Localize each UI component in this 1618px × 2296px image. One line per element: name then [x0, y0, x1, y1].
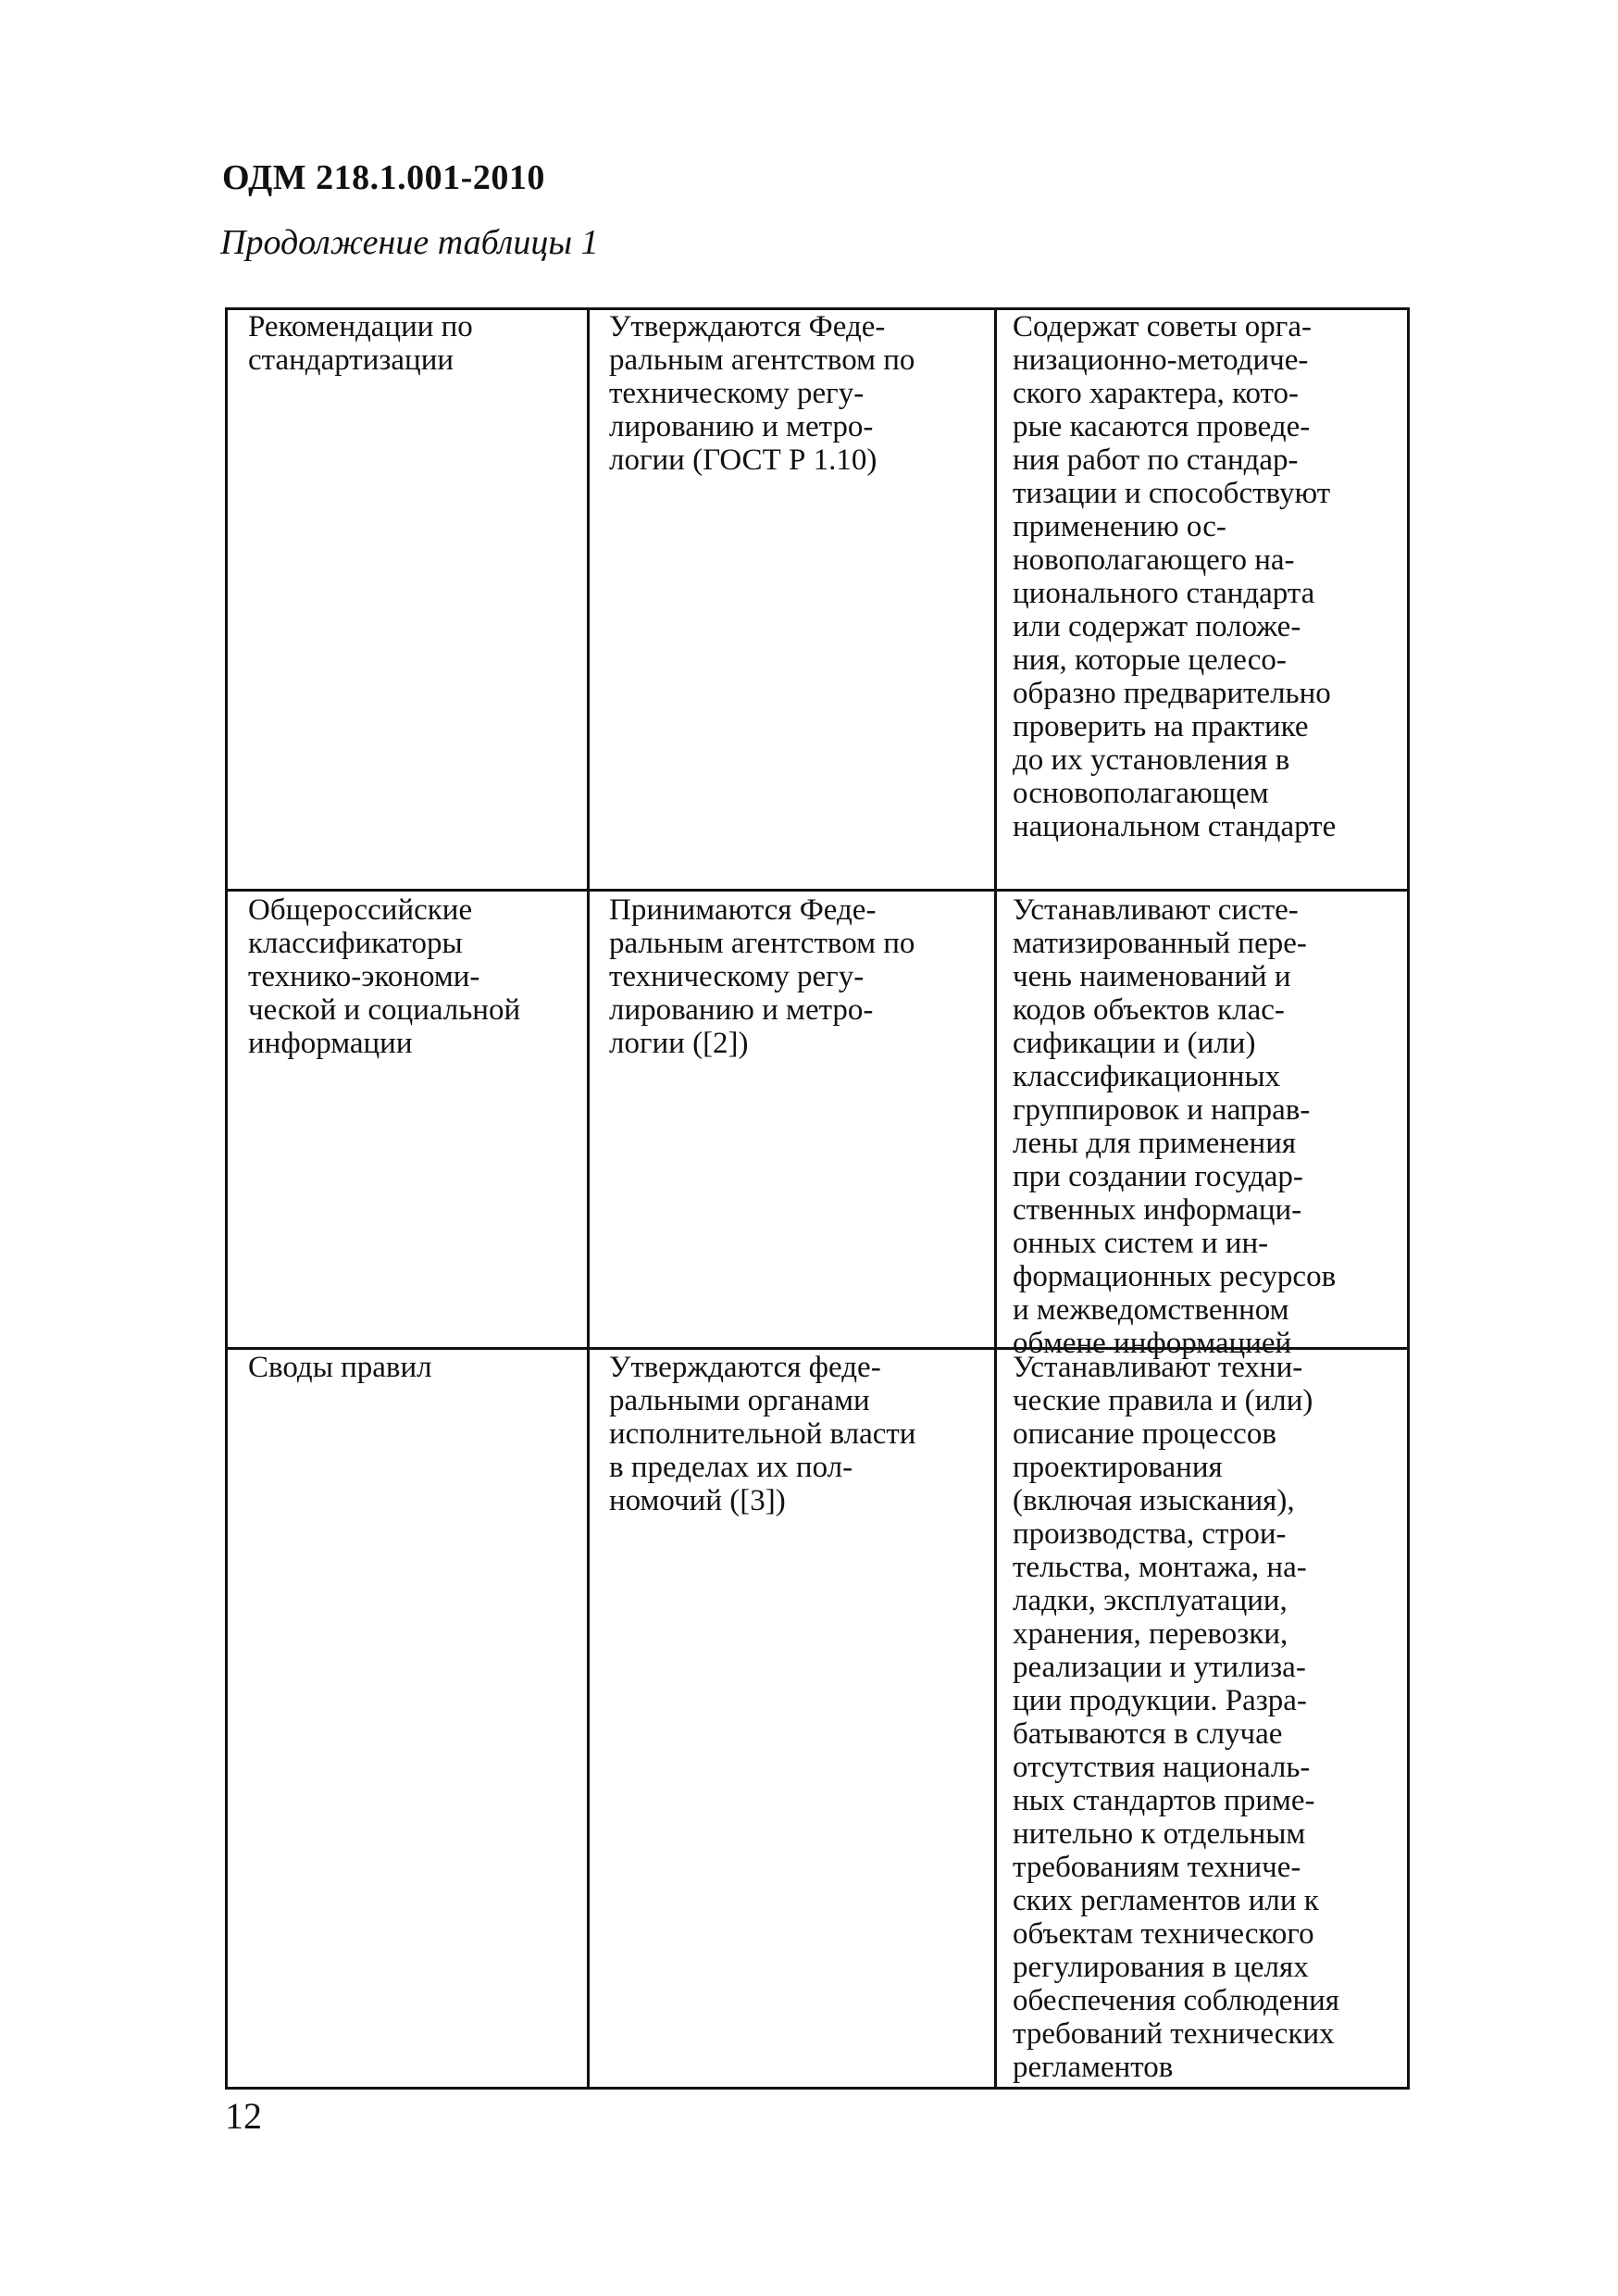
description-cell: Устанавливают техни- ческие правила и (или) описание процессов проектирования (включая изыскания), производства, строи- тельства, монтажа, на- ладки, эксплуатации, хранения, перевозки, реализации и утилиза- ции продукции. Разра- батываются в случае отсутствия националь- ных стандартов приме- нительно к отдельным требованиям техниче- ских регламентов или к объектам технического регулирования в целях обеспечения соблюдения требований технических регламентов: [1013, 1351, 1339, 2084]
document-code: ОДМ 218.1.001-2010: [222, 158, 545, 197]
table-row-divider: [228, 889, 1407, 892]
approval-cell: Утверждаются Феде- ральным агентством по техническому регу- лированию и метро- логии (ГОСТ Р 1.10): [609, 310, 915, 477]
description-cell: Содержат советы орга- низационно-методиче- ского характера, кото- рые касаются проведе- ния работ по стандар- тизации и способствуют применению ос- новополагающего на- ционального стандарта или содержат положе- ния, которые целесо- образно предварительно проверить на практике до их установления в основополагающем национальном стандарте: [1013, 310, 1337, 843]
document-type-cell: Общероссийские классификаторы технико-экономи- ческой и социальной информации: [248, 893, 521, 1060]
page-number: 12: [225, 2095, 262, 2137]
description-cell: Устанавливают систе- матизированный пере- чень наименований и кодов объектов клас- сификации и (или) классификационных группировок и направ- лены для применения при создании государ- ственных информаци- онных систем и ин- формационных ресурсов и межведомственном обмене информацией: [1013, 893, 1337, 1360]
approval-cell: Принимаются Феде- ральным агентством по техническому регу- лированию и метро- логии ([2]): [609, 893, 915, 1060]
document-type-cell: Рекомендации по стандартизации: [248, 310, 473, 377]
approval-cell: Утверждаются феде- ральными органами исполнительной власти в пределах их пол- номочий ([3]): [609, 1351, 916, 1517]
table-column-divider: [994, 310, 997, 2087]
document-type-cell: Своды правил: [248, 1351, 432, 1384]
standards-table: [225, 307, 1410, 2090]
table-column-divider: [587, 310, 590, 2087]
table-caption: Продолжение таблицы 1: [220, 223, 599, 262]
